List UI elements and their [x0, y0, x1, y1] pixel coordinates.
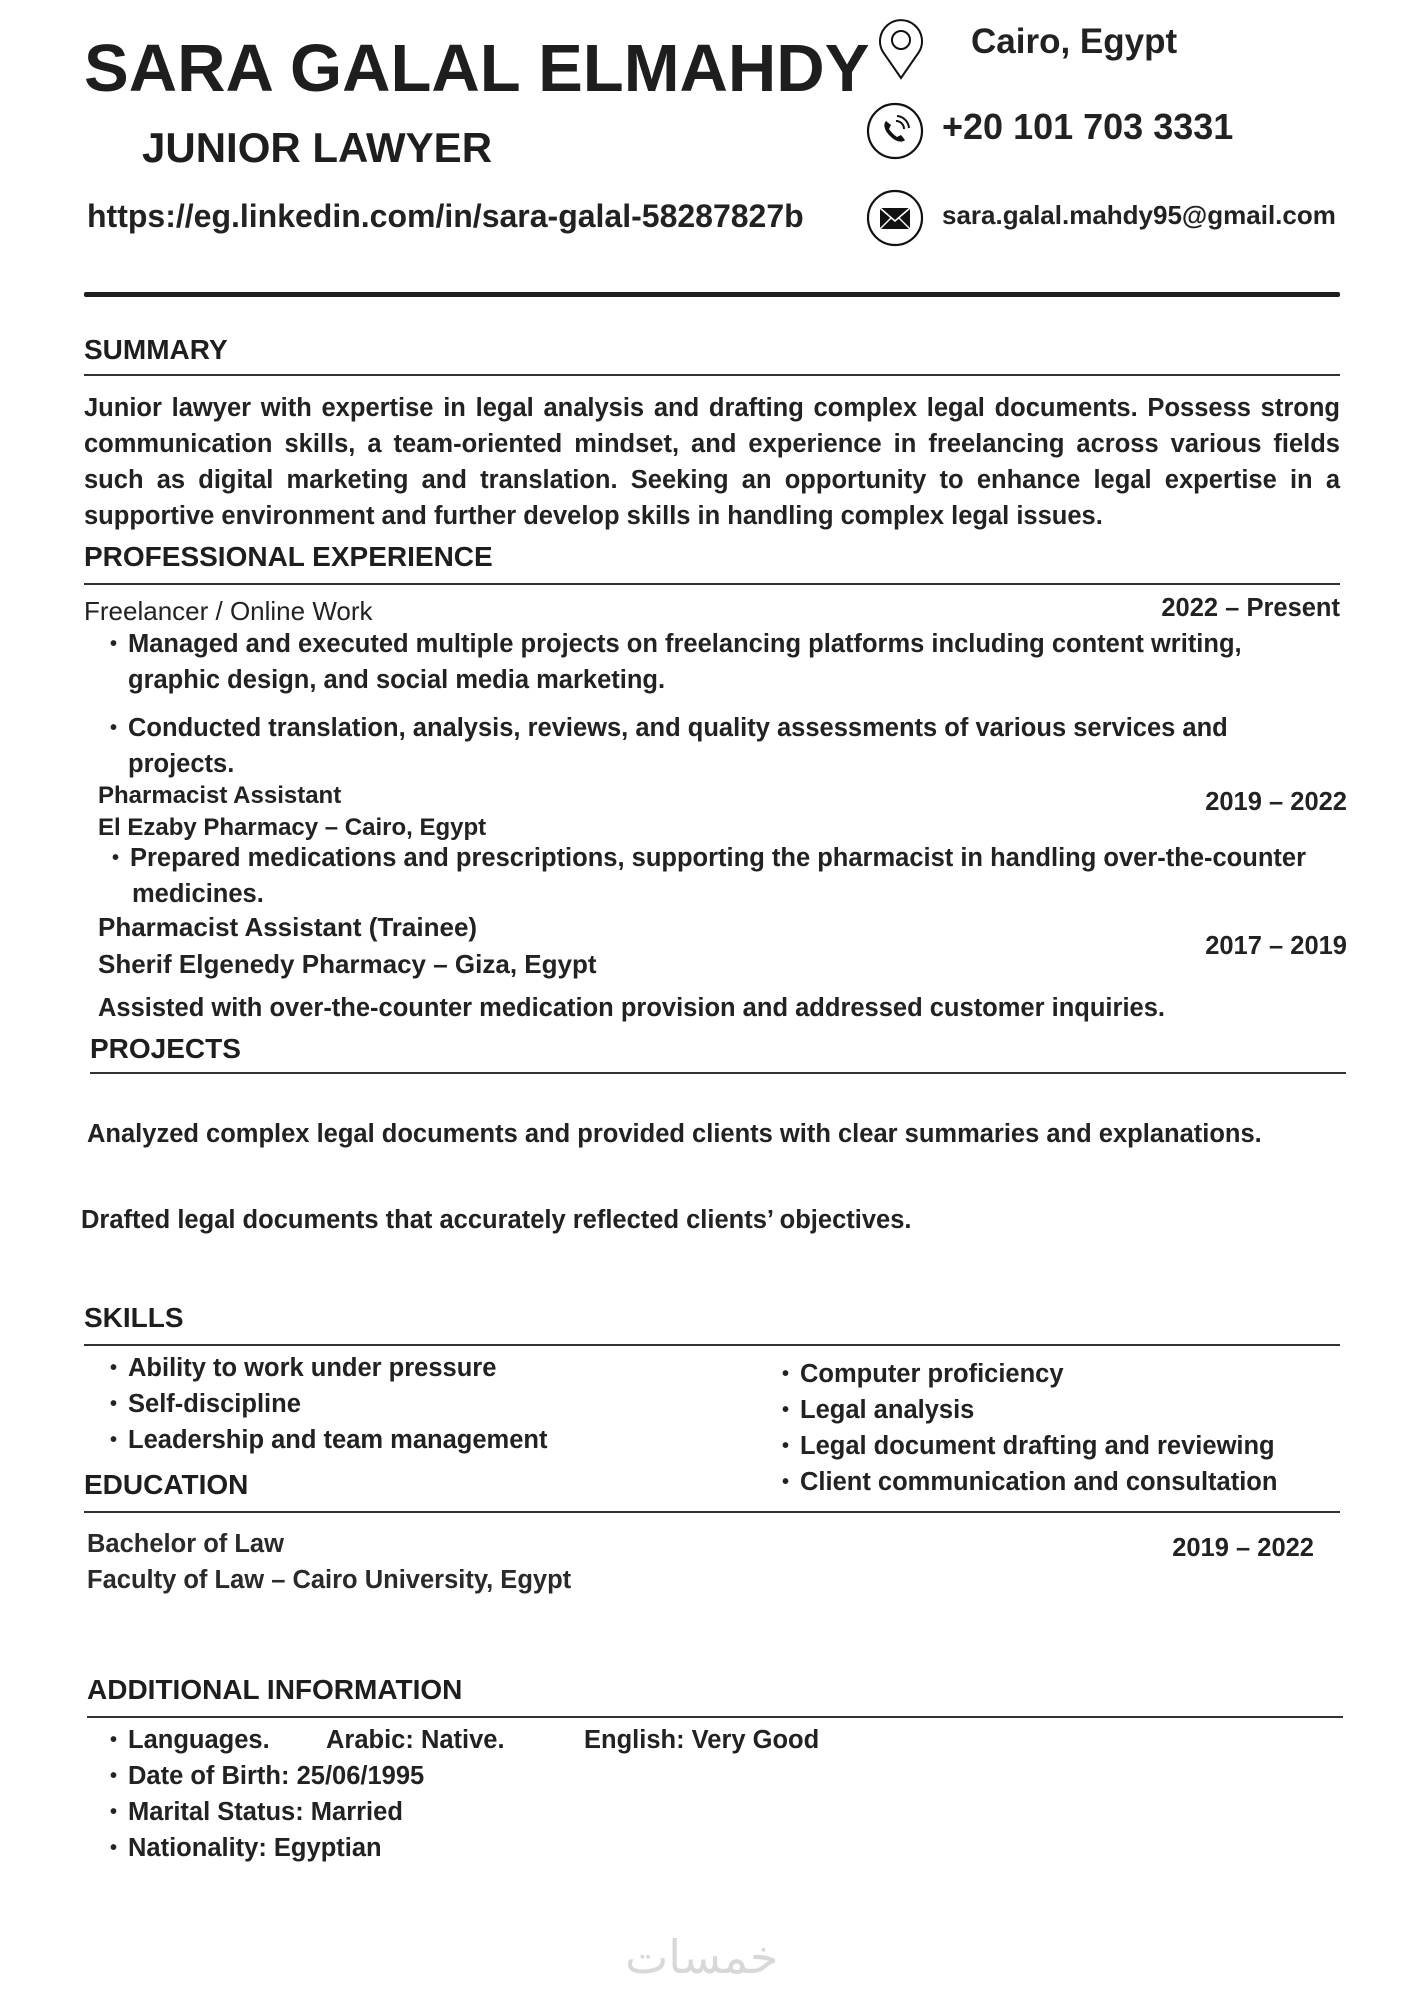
job-company: El Ezaby Pharmacy – Cairo, Egypt	[98, 814, 487, 841]
bullet-text: Conducted translation, analysis, reviews, and quality assessments of various services and	[128, 714, 1228, 742]
summary-text: Junior lawyer with expertise in legal analysis and drafting complex legal documents. Possess strong communication skills, a team-oriented mindset, and experience in freelancing across various fields such as digital marketing and translation. Seeking an opportunity to enhance legal expertise in a supportive environment and further develop skills in handling complex legal issues.	[84, 394, 1340, 530]
skill-text: Legal document drafting and reviewing	[800, 1432, 1275, 1460]
info-item	[110, 1834, 382, 1863]
skill-item	[782, 1432, 1275, 1461]
additional-divider	[87, 1716, 1343, 1718]
bullet-continuation: graphic design, and social media marketing.	[128, 666, 666, 694]
job-company: Sherif Elgenedy Pharmacy – Giza, Egypt	[98, 949, 597, 979]
info-item	[110, 1762, 424, 1791]
job-dates: 2022 – Present	[1161, 594, 1340, 622]
bullet-dot: •	[110, 1393, 118, 1415]
education-degree: Bachelor of Law	[87, 1530, 284, 1558]
phone-icon	[866, 102, 924, 160]
skill-item	[782, 1360, 1064, 1389]
bullet-continuation: projects.	[128, 750, 235, 778]
skill-text: Self-discipline	[128, 1390, 301, 1418]
job-title: JUNIOR LAWYER	[142, 124, 493, 171]
skill-text: Client communication and consultation	[800, 1468, 1278, 1496]
location-pin-icon	[877, 18, 925, 80]
experience-divider	[84, 583, 1340, 585]
education-school: Faculty of Law – Cairo University, Egypt	[87, 1566, 572, 1594]
skill-text: Leadership and team management	[128, 1426, 548, 1454]
summary-divider	[84, 374, 1340, 376]
info-text: Date of Birth: 25/06/1995	[128, 1762, 425, 1790]
info-item	[110, 1798, 403, 1827]
education-dates: 2019 – 2022	[1172, 1534, 1314, 1562]
envelope-icon	[866, 189, 924, 247]
bullet-dot: •	[782, 1435, 790, 1457]
bullet-dot: •	[110, 1729, 118, 1751]
bullet-dot: •	[782, 1399, 790, 1421]
bullet-dot: •	[110, 717, 118, 739]
header-divider	[84, 292, 1340, 297]
skill-item	[110, 1390, 301, 1419]
job-dates: 2017 – 2019	[1205, 932, 1347, 960]
job-description: Assisted with over-the-counter medication provision and addressed customer inquiries.	[98, 994, 1165, 1022]
skill-item	[110, 1426, 547, 1455]
language-english: English: Very Good	[584, 1726, 820, 1754]
location-text: Cairo, Egypt	[971, 22, 1178, 61]
bullet-dot: •	[110, 1801, 118, 1823]
email-text[interactable]: sara.galal.mahdy95@gmail.com	[942, 200, 1336, 230]
project-item: Analyzed complex legal documents and provided clients with clear summaries and explanations.	[87, 1120, 1262, 1148]
bullet-dot: •	[782, 1471, 790, 1493]
job-dates: 2019 – 2022	[1205, 788, 1347, 816]
job-bullet	[110, 630, 1242, 659]
language-arabic: Arabic: Native.	[326, 1726, 505, 1754]
projects-heading: PROJECTS	[90, 1033, 241, 1064]
bullet-text: Prepared medications and prescriptions, supporting the pharmacist in handling over-the-counter	[130, 844, 1307, 872]
info-text: Nationality: Egyptian	[128, 1834, 382, 1862]
skill-text: Computer proficiency	[800, 1360, 1064, 1388]
job-bullet	[112, 844, 1306, 873]
skill-item	[782, 1468, 1277, 1497]
experience-heading: PROFESSIONAL EXPERIENCE	[84, 541, 493, 572]
skills-heading: SKILLS	[84, 1302, 184, 1333]
skill-item	[782, 1396, 974, 1425]
phone-text[interactable]: +20 101 703 3331	[942, 106, 1234, 147]
bullet-continuation: medicines.	[132, 880, 264, 908]
bullet-dot: •	[110, 1357, 118, 1379]
bullet-dot: •	[112, 847, 120, 869]
linkedin-link[interactable]: https://eg.linkedin.com/in/sara-galal-58287827b	[87, 198, 804, 234]
skill-text: Ability to work under pressure	[128, 1354, 497, 1382]
info-text: Marital Status: Married	[128, 1798, 403, 1826]
job-bullet	[110, 714, 1228, 743]
watermark-logo: خمسات	[625, 1930, 779, 1984]
additional-heading: ADDITIONAL INFORMATION	[87, 1674, 463, 1705]
education-divider	[84, 1511, 1340, 1513]
bullet-text: Managed and executed multiple projects on freelancing platforms including content writing,	[128, 630, 1242, 658]
skill-item	[110, 1354, 496, 1383]
bullet-dot: •	[110, 1429, 118, 1451]
languages-label: Languages.	[128, 1726, 270, 1754]
job-role: Pharmacist Assistant (Trainee)	[98, 912, 478, 942]
job-role: Pharmacist Assistant	[98, 782, 342, 809]
job-role: Freelancer / Online Work	[84, 596, 373, 626]
projects-divider	[90, 1072, 1346, 1074]
languages-item	[110, 1726, 270, 1755]
summary-heading: SUMMARY	[84, 334, 228, 365]
project-item: Drafted legal documents that accurately reflected clients’ objectives.	[81, 1206, 912, 1234]
candidate-name: SARA GALAL ELMAHDY	[84, 31, 870, 106]
education-heading: EDUCATION	[84, 1469, 249, 1500]
skills-divider	[84, 1344, 1340, 1346]
bullet-dot: •	[110, 1837, 118, 1859]
bullet-dot: •	[782, 1363, 790, 1385]
skill-text: Legal analysis	[800, 1396, 975, 1424]
bullet-dot: •	[110, 633, 118, 655]
bullet-dot: •	[110, 1765, 118, 1787]
